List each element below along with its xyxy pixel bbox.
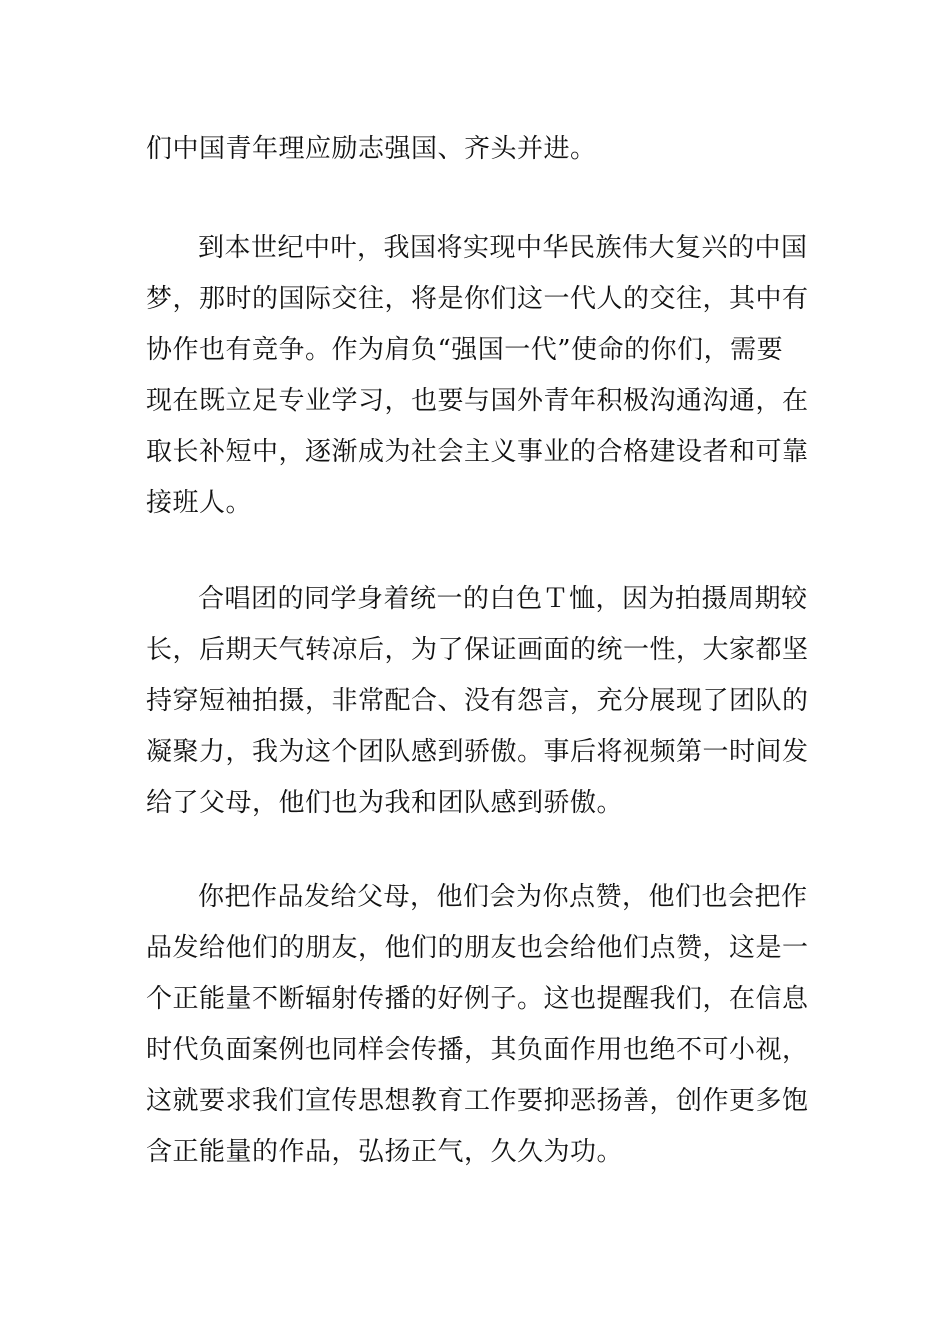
text-line: 持穿短袖拍摄，非常配合、没有怨言，充分展现了团队的 bbox=[146, 686, 809, 716]
text-line: 合唱团的同学身着统一的白色Ｔ恤，因为拍摄周期较 bbox=[198, 584, 808, 614]
text-line: 你把作品发给父母，他们会为你点赞，他们也会把作 bbox=[198, 882, 808, 912]
text-line: 到本世纪中叶，我国将实现中华民族伟大复兴的中国 bbox=[198, 233, 808, 263]
text-line: 给了父母，他们也为我和团队感到骄傲。 bbox=[146, 788, 624, 818]
text-line: 接班人。 bbox=[146, 488, 253, 518]
paragraph-continuation bbox=[146, 124, 808, 175]
text-line: 品发给他们的朋友，他们的朋友也会给他们点赞，这是一 bbox=[146, 933, 809, 963]
text-line: 们中国青年理应励志强国、齐头并进。 bbox=[146, 134, 597, 164]
text-line: 现在既立足专业学习，也要与国外青年积极沟通沟通，在 bbox=[146, 386, 809, 416]
text-line: 梦，那时的国际交往，将是你们这一代人的交往，其中有 bbox=[146, 284, 809, 314]
paragraph-positive-energy bbox=[146, 872, 808, 1178]
text-line: 协作也有竞争。作为肩负“强国一代”使命的你们，需要 bbox=[146, 335, 784, 365]
text-line: 长，后期天气转凉后，为了保证画面的统一性，大家都坚 bbox=[146, 635, 809, 665]
text-line: 这就要求我们宣传思想教育工作要抑恶扬善，创作更多饱 bbox=[146, 1086, 809, 1116]
paragraph-choir bbox=[146, 574, 808, 829]
text-line: 个正能量不断辐射传播的好例子。这也提醒我们，在信息 bbox=[146, 984, 809, 1014]
text-line: 时代负面案例也同样会传播，其负面作用也绝不可小视， bbox=[146, 1035, 809, 1065]
text-line: 凝聚力，我为这个团队感到骄傲。事后将视频第一时间发 bbox=[146, 737, 809, 767]
text-line: 含正能量的作品，弘扬正气，久久为功。 bbox=[146, 1137, 624, 1167]
text-line: 取长补短中，逐渐成为社会主义事业的合格建设者和可靠 bbox=[146, 437, 809, 467]
paragraph-mid-century bbox=[146, 223, 808, 529]
